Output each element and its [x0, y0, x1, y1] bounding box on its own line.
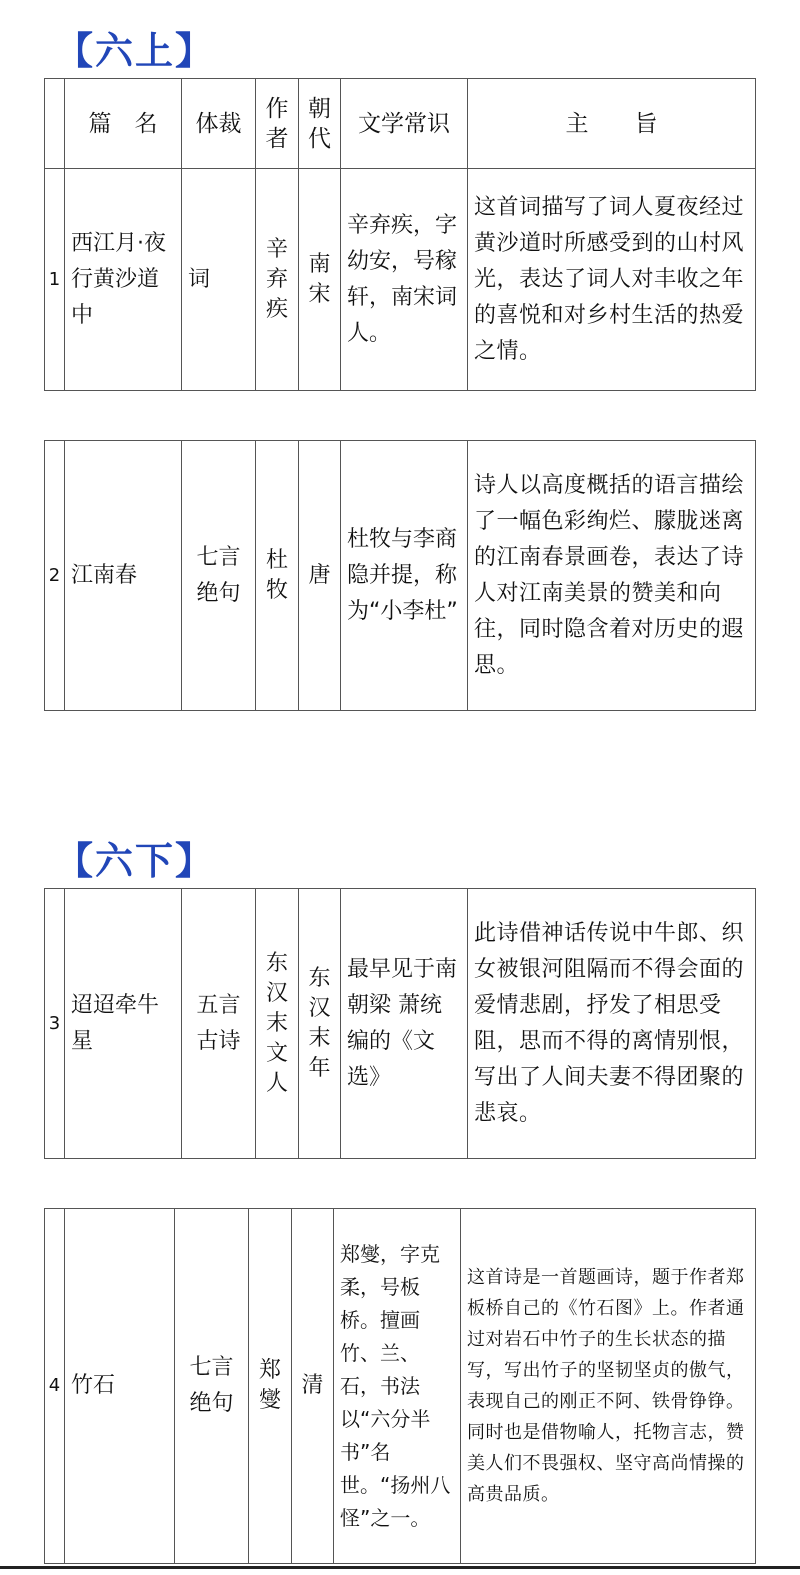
table-row: [45, 169, 756, 391]
header-title: 篇 名: [65, 79, 182, 169]
poem-theme: 这首诗是一首题画诗，题于作者郑板桥自己的《竹石图》上。作者通过对岩石中竹子的生长状态的描写，写出竹子的坚韧坚贞的傲气，表现自己的刚正不阿、铁骨铮铮。同时也是借物喻人，托物言志，赞美人们不畏强权、坚守高尚情操的高贵品质。: [461, 1209, 756, 1564]
header-genre: 体裁: [182, 79, 256, 169]
poem-theme: 此诗借神话传说中牛郎、织女被银河阻隔而不得会面的爱情悲剧，抒发了相思受阻，思而不得的离情别恨，写出了人间夫妻不得团聚的悲哀。: [468, 889, 756, 1159]
poem-author: 杜牧: [256, 441, 299, 711]
page-bottom-divider: [0, 1566, 800, 1569]
poem-author: 辛弃疾: [256, 169, 299, 391]
table-row: [45, 441, 756, 711]
poem-title: 江南春: [65, 441, 182, 711]
header-num: [45, 79, 65, 169]
poem-title: 迢迢牵牛星: [65, 889, 182, 1159]
poem-title: 西江月·夜行黄沙道中: [65, 169, 182, 391]
header-dynasty: 朝代: [299, 79, 341, 169]
table-row: [45, 1209, 756, 1564]
poem-dynasty: 南宋: [299, 169, 341, 391]
poem-table-3: [44, 888, 756, 1159]
poem-genre: 词: [182, 169, 256, 391]
poem-table-2: [44, 440, 756, 711]
row-number: 2: [45, 441, 65, 711]
poem-title: 竹石: [65, 1209, 175, 1564]
header-author: 作者: [256, 79, 299, 169]
header-knowledge: 文学常识: [341, 79, 468, 169]
poem-author: 郑燮: [249, 1209, 292, 1564]
poem-dynasty: 清: [292, 1209, 334, 1564]
poem-dynasty: 唐: [299, 441, 341, 711]
section-title-grade6-first: 【六上】: [55, 29, 216, 73]
poem-author: 东汉末文人: [256, 889, 299, 1159]
row-number: 3: [45, 889, 65, 1159]
poem-theme: 诗人以高度概括的语言描绘了一幅色彩绚烂、朦胧迷离的江南春景画卷，表达了诗人对江南美景的赞美和向往，同时隐含着对历史的遐思。: [468, 441, 756, 711]
header-theme: 主 旨: [468, 79, 756, 169]
poem-knowledge: 辛弃疾，字幼安，号稼轩，南宋词人。: [341, 169, 468, 391]
poem-genre: 五言古诗: [182, 889, 256, 1159]
poem-knowledge: 最早见于南朝梁 萧统编的《文选》: [341, 889, 468, 1159]
table-row: [45, 889, 756, 1159]
row-number: 4: [45, 1209, 65, 1564]
poem-dynasty: 东汉末年: [299, 889, 341, 1159]
poem-theme: 这首词描写了词人夏夜经过黄沙道时所感受到的山村风光，表达了词人对丰收之年的喜悦和对乡村生活的热爱之情。: [468, 169, 756, 391]
poem-knowledge: 郑燮，字克柔，号板桥。擅画竹、兰、石，书法以“六分半书”名世。“扬州八怪”之一。: [334, 1209, 461, 1564]
table-header-row: [45, 79, 756, 169]
row-number: 1: [45, 169, 65, 391]
poem-genre: 七言绝句: [182, 441, 256, 711]
poem-knowledge: 杜牧与李商隐并提，称为“小李杜”: [341, 441, 468, 711]
section-title-grade6-second: 【六下】: [55, 839, 216, 883]
poem-table-1: [44, 78, 756, 391]
poem-table-4: [44, 1208, 756, 1564]
poem-genre: 七言绝句: [175, 1209, 249, 1564]
